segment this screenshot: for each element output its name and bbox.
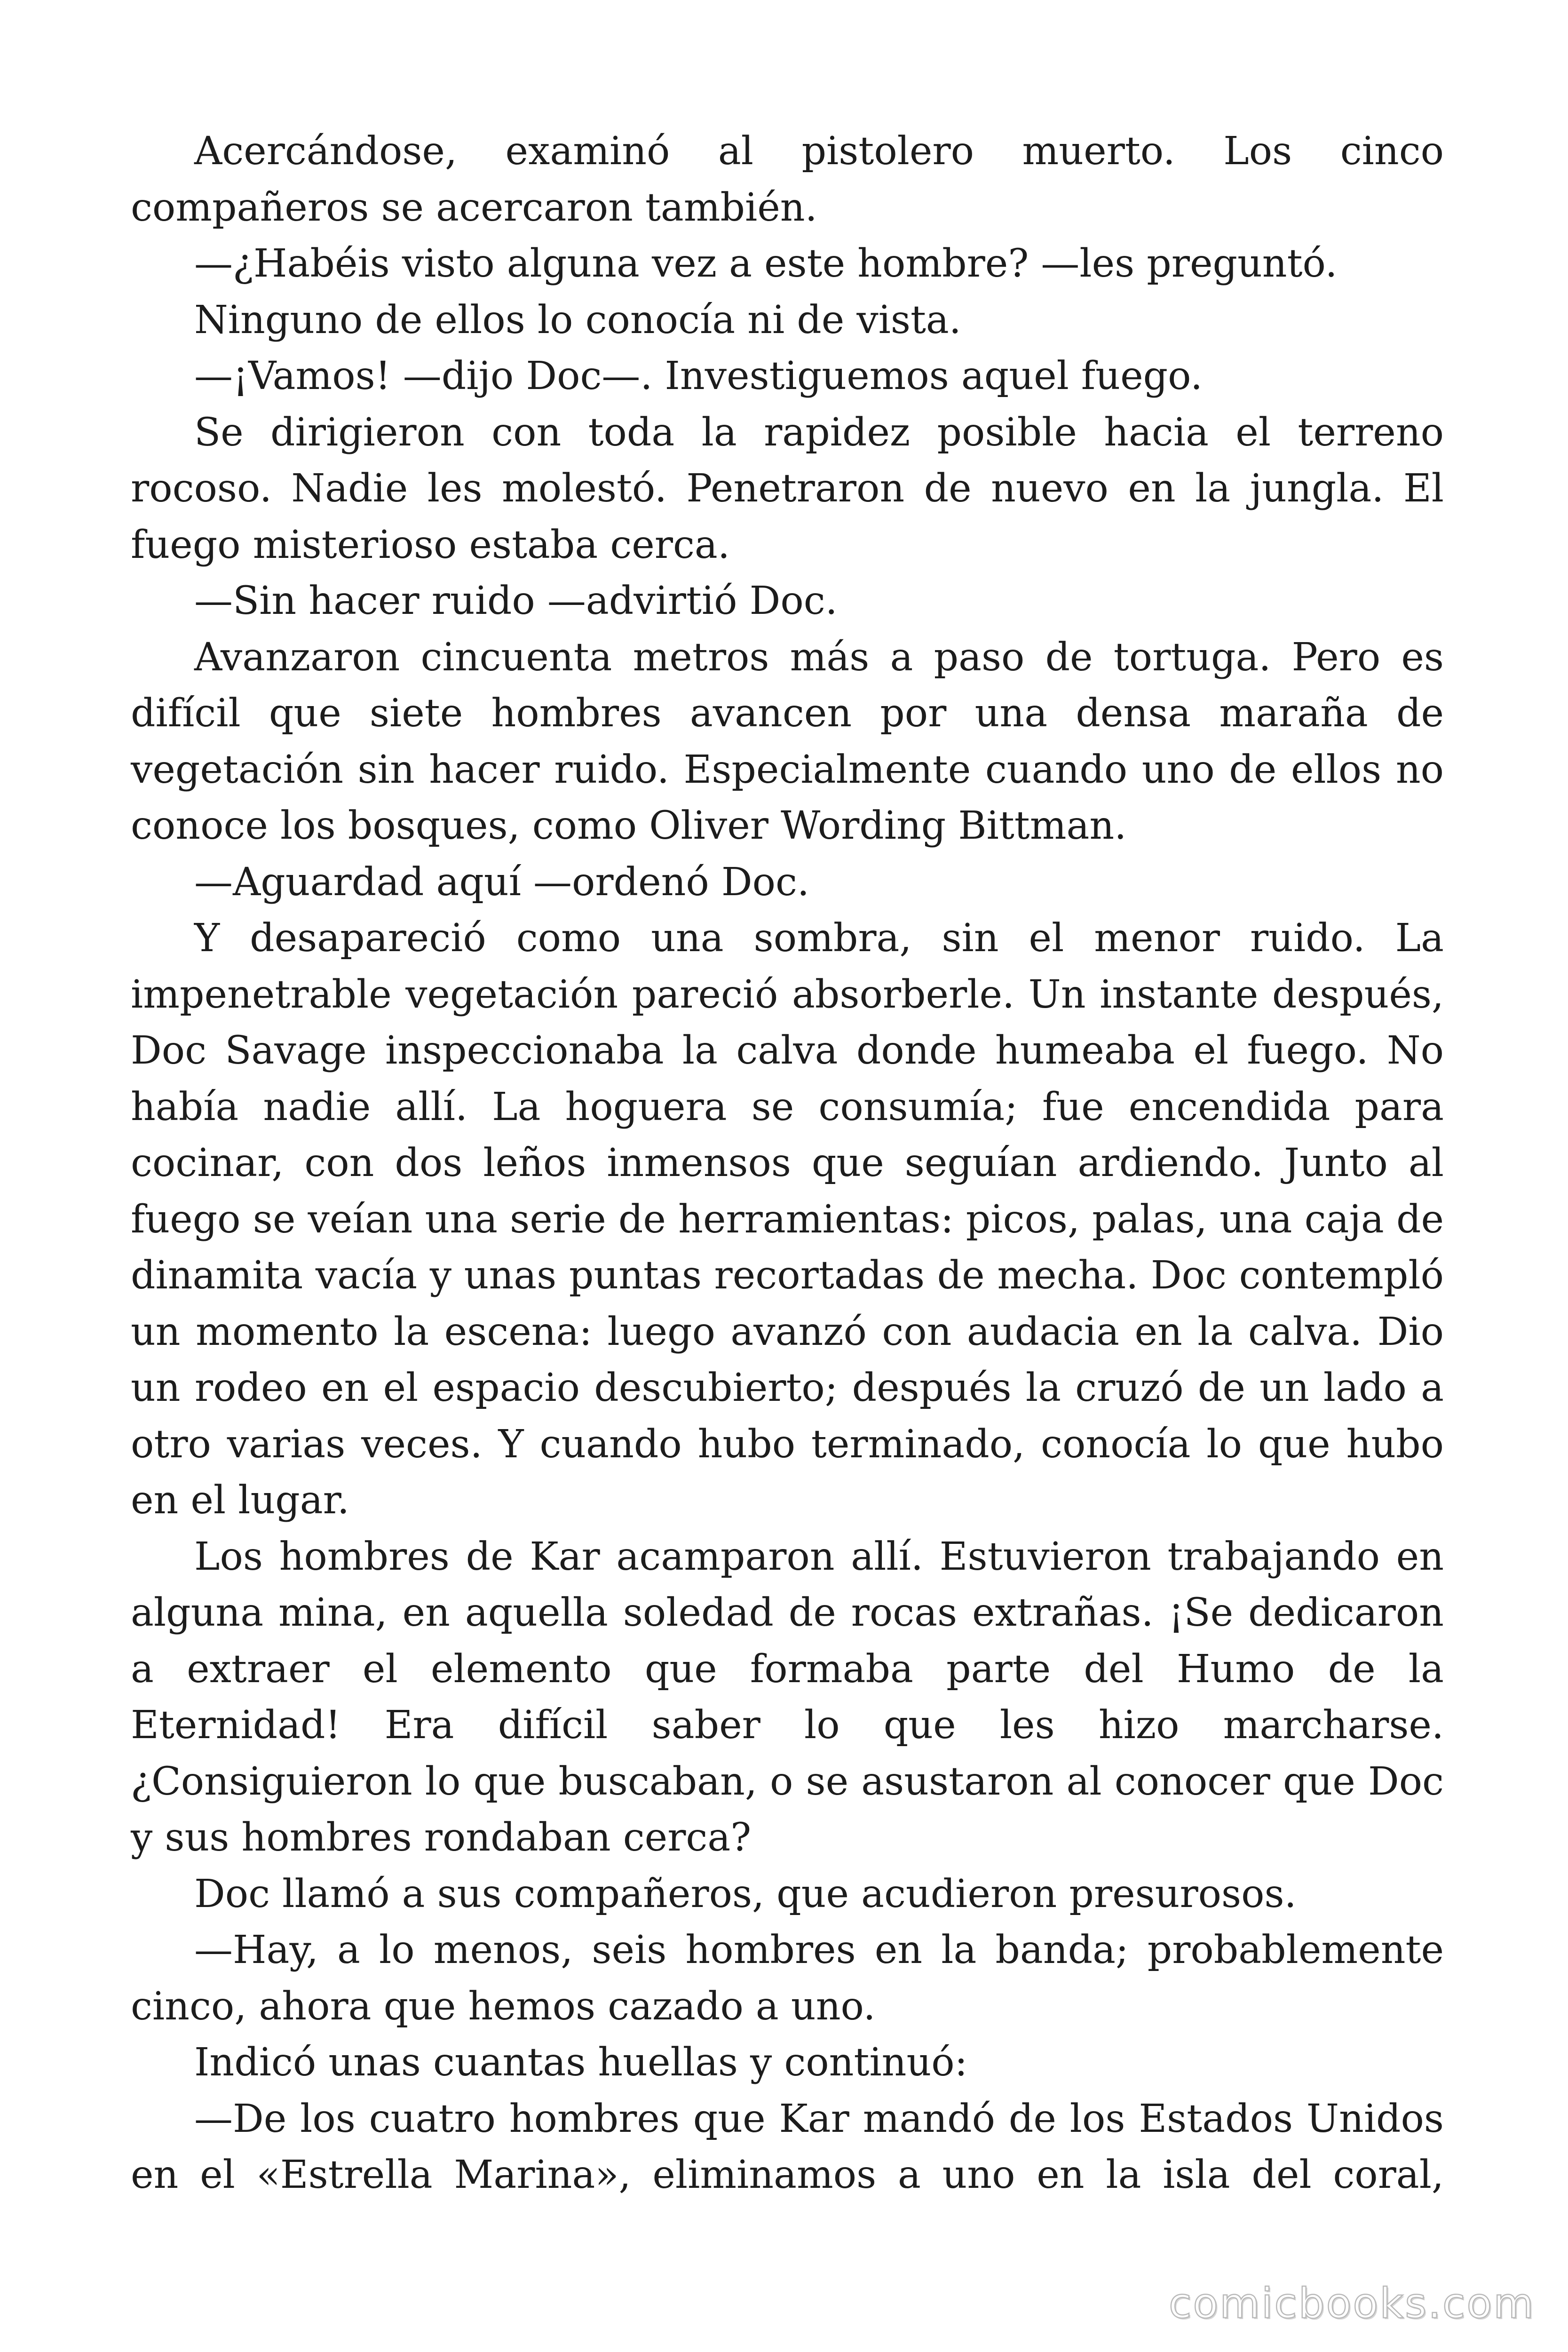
paragraph: Indicó unas cuantas huellas y continuó: bbox=[194, 2040, 968, 2085]
paragraph: —Sin hacer ruido —advirtió Doc. bbox=[194, 579, 838, 623]
paragraph: —Hay, a lo menos, seis hombres en la banda; probablemente cinco, ahora que hemos cazado a uno. bbox=[131, 1928, 1444, 2029]
paragraph: —Aguardad aquí —ordenó Doc. bbox=[194, 859, 809, 905]
paragraph: Ninguno de ellos lo conocía ni de vista. bbox=[194, 297, 961, 342]
paragraph: —De los cuatro hombres que Kar mandó de los Estados Unidos en el «Estrella Marina», eliminamos a uno en la isla del coral, bbox=[131, 2096, 1444, 2197]
paragraph: Doc llamó a sus compañeros, que acudieron presurosos. bbox=[194, 1871, 1297, 1916]
paragraph: Los hombres de Kar acamparon allí. Estuvieron trabajando en alguna mina, en aquella soledad de rocas extrañas. ¡Se dedicaron a extraer el elemento que formaba parte del Humo de la Eternidad! Era difícil saber lo que les hizo marcharse. ¿Consiguieron lo que buscaban, o se asustaron al conocer que Doc y sus hombres rondaban cerca? bbox=[131, 1534, 1444, 1860]
body-text bbox=[131, 123, 1444, 2203]
paragraph: —¡Vamos! —dijo Doc—. Investiguemos aquel fuego. bbox=[194, 354, 1203, 398]
paragraph: —¿Habéis visto alguna vez a este hombre? —les preguntó. bbox=[194, 241, 1338, 286]
paragraph: Y desapareció como una sombra, sin el menor ruido. La impenetrable vegetación pareció absorberle. Un instante después, Doc Savage inspeccionaba la calva donde humeaba el fuego. No había nadie allí. La hoguera se consumía; fue encendida para cocinar, con dos leños inmensos que seguían ardiendo. Junto al fuego se veían una serie de herramientas: picos, palas, una caja de dinamita vacía y unas puntas recortadas de mecha. Doc contempló un momento la escena: luego avanzó con audacia en la calva. Dio un rodeo en el espacio descubierto; después la cruzó de un lado a otro varias veces. Y cuando hubo terminado, conocía lo que hubo en el lugar. bbox=[131, 916, 1444, 1523]
paragraph: Avanzaron cincuenta metros más a paso de tortuga. Pero es difícil que siete hombres avancen por una densa maraña de vegetación sin hacer ruido. Especialmente cuando uno de ellos no conoce los bosques, como Oliver Wording Bittman. bbox=[131, 635, 1444, 848]
paragraph: Se dirigieron con toda la rapidez posible hacia el terreno rocoso. Nadie les molestó. Penetraron de nuevo en la jungla. El fuego misterioso estaba cerca. bbox=[131, 410, 1444, 567]
watermark: comicbooks.com bbox=[1168, 2279, 1535, 2328]
paragraph: Acercándose, examinó al pistolero muerto. Los cinco compañeros se acercaron también. bbox=[131, 129, 1444, 230]
